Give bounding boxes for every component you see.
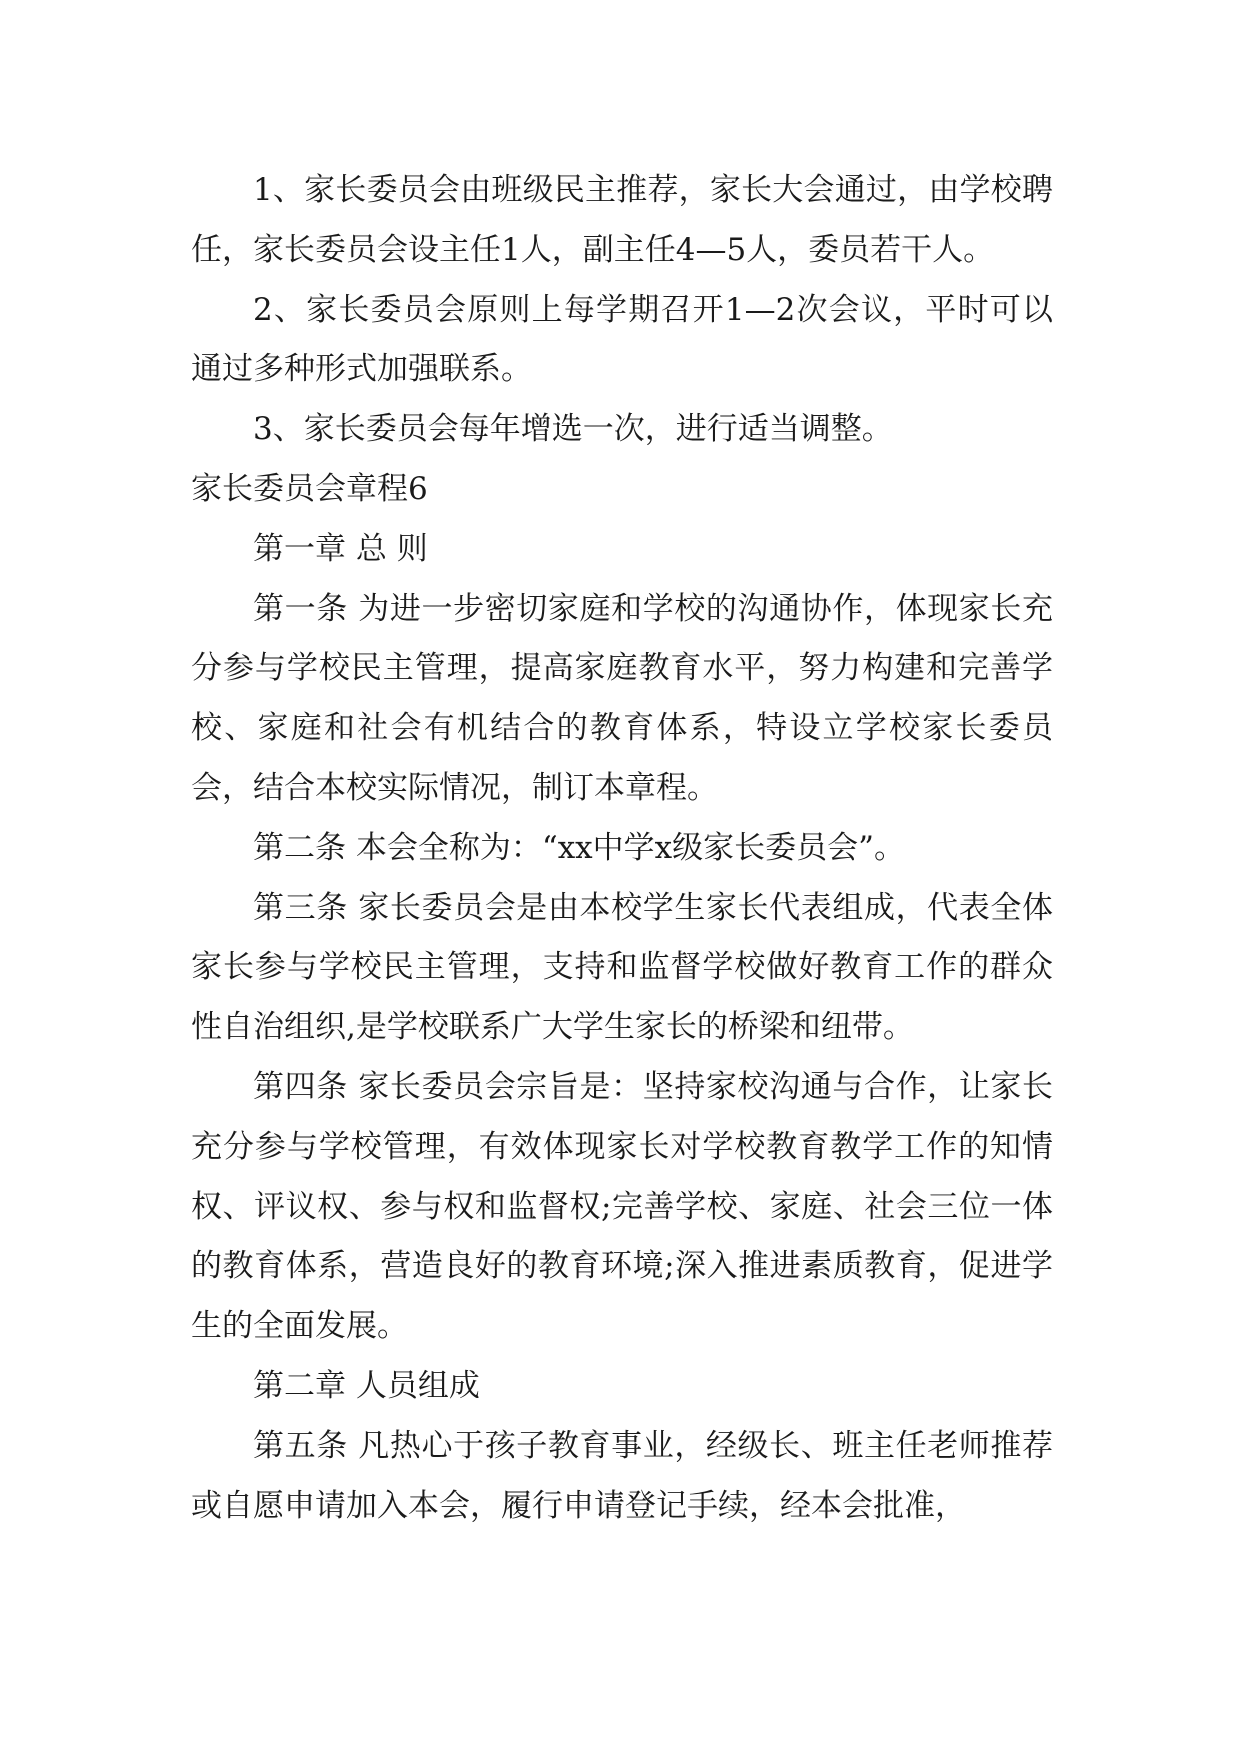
section-title: 家长委员会章程6: [191, 470, 428, 507]
article-3: 第三条 家长委员会是由本校学生家长代表组成，代表全体家长参与学校民主管理，支持和监督学校做好教育工作的群众性自治组织,是学校联系广大学生家长的桥梁和纽带。: [191, 889, 1053, 1046]
paragraph-1: 1、家长委员会由班级民主推荐，家长大会通过，由学校聘任，家长委员会设主任1人，副主任4—5人，委员若干人。: [191, 172, 1053, 268]
article-1: 第一条 为进一步密切家庭和学校的沟通协作，体现家长充分参与学校民主管理，提高家庭教育水平，努力构建和完善学校、家庭和社会有机结合的教育体系，特设立学校家长委员会，结合本校实际情况，制订本章程。: [191, 590, 1053, 806]
article-5: 第五条 凡热心于孩子教育事业，经级长、班主任老师推荐或自愿申请加入本会，履行申请登记手续，经本会批准，: [191, 1427, 1053, 1524]
document-body: [191, 161, 1053, 1536]
article-4: 第四条 家长委员会宗旨是：坚持家校沟通与合作，让家长充分参与学校管理，有效体现家长对学校教育教学工作的知情权、评议权、参与权和监督权;完善学校、家庭、社会三位一体的教育体系，营造良好的教育环境;深入推进素质教育，促进学生的全面发展。: [191, 1068, 1053, 1345]
article-2: 第二条 本会全称为：“xx中学x级家长委员会”。: [253, 829, 905, 866]
paragraph-2: 2、家长委员会原则上每学期召开1—2次会议，平时可以通过多种形式加强联系。: [191, 291, 1053, 388]
chapter-heading-1: 第一章 总 则: [253, 530, 428, 567]
chapter-heading-2: 第二章 人员组成: [253, 1367, 480, 1404]
paragraph-3: 3、家长委员会每年增选一次，进行适当调整。: [253, 411, 893, 448]
